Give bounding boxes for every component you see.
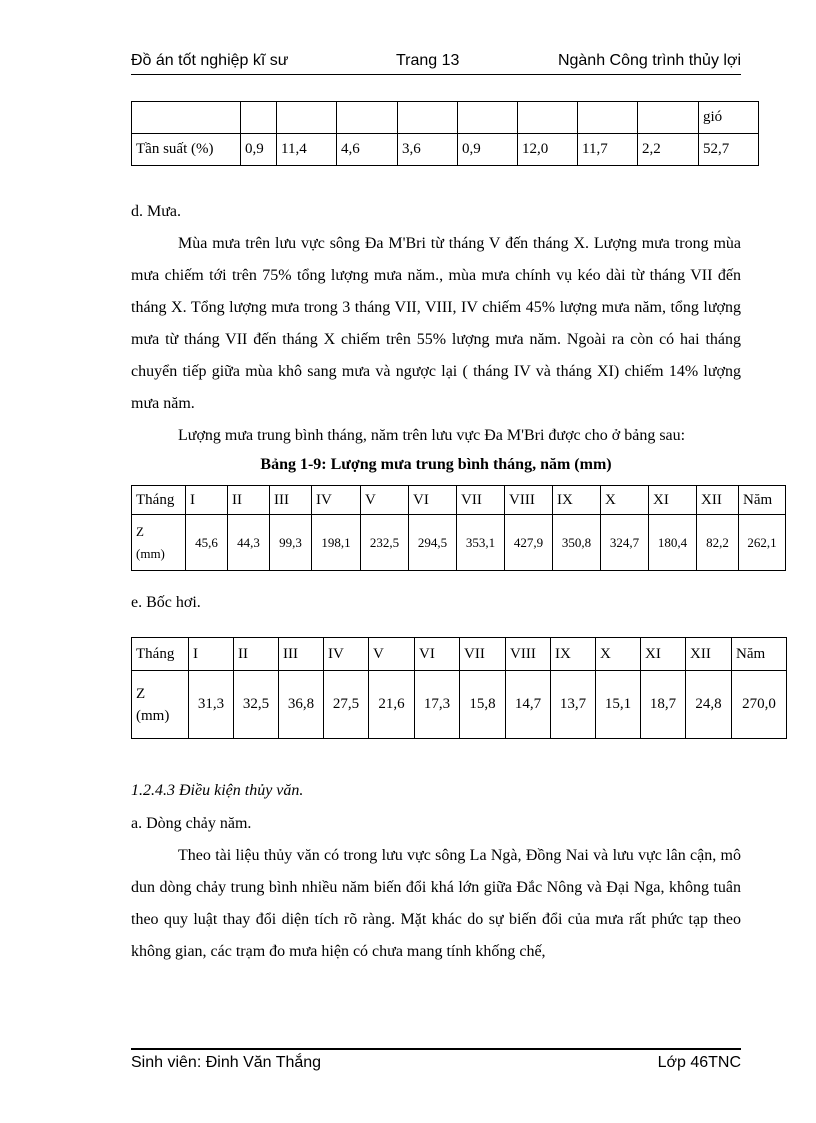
table-cell: 270,0: [732, 671, 787, 739]
month-header: IX: [551, 638, 596, 671]
table-row: [132, 515, 786, 571]
table-cell: 18,7: [641, 671, 686, 739]
month-header: VIII: [506, 638, 551, 671]
header-department: Ngành Công trình thủy lợi: [557, 52, 741, 69]
table-cell: 13,7: [551, 671, 596, 739]
month-header: Năm: [732, 638, 787, 671]
table-cell: 353,1: [457, 515, 505, 571]
month-header: V: [361, 486, 409, 515]
table-cell: 24,8: [686, 671, 732, 739]
rain-table-caption: Bảng 1-9: Lượng mưa trung bình tháng, năm (mm): [260, 456, 612, 473]
table-cell: 17,3: [415, 671, 460, 739]
table-cell: 2,2: [638, 134, 699, 166]
table-cell: 427,9: [505, 515, 553, 571]
evaporation-heading: e. Bốc hơi.: [131, 594, 201, 611]
row-label-unit: (mm): [136, 707, 170, 724]
page-header: [131, 52, 741, 75]
table-cell: 180,4: [649, 515, 697, 571]
rainfall-table: [131, 485, 786, 571]
table-cell: 198,1: [312, 515, 361, 571]
rain-paragraph-2: Lượng mưa trung bình tháng, năm trên lưu vực Đa M'Bri được cho ở bảng sau:: [178, 427, 686, 444]
table-header-row: [132, 486, 786, 515]
page-footer: [131, 1048, 741, 1074]
month-header: I: [186, 486, 228, 515]
footer-student: Sinh viên: Đinh Văn Thắng: [131, 1054, 322, 1071]
row-label: [132, 671, 189, 739]
month-header: VII: [460, 638, 506, 671]
month-header: III: [279, 638, 324, 671]
month-header: VII: [457, 486, 505, 515]
month-header: XII: [697, 486, 739, 515]
rain-paragraphs: [131, 228, 741, 452]
hydrology-paragraph-block: [131, 840, 741, 968]
row-label: [132, 515, 186, 571]
table-cell: 294,5: [409, 515, 457, 571]
table-cell: 82,2: [697, 515, 739, 571]
month-header: VIII: [505, 486, 553, 515]
month-header: II: [228, 486, 270, 515]
table-cell: 44,3: [228, 515, 270, 571]
table-cell: gió: [699, 102, 759, 134]
row-label-unit: (mm): [136, 545, 165, 561]
header-label: Tháng: [132, 638, 189, 671]
month-header: IV: [312, 486, 361, 515]
month-header: XII: [686, 638, 732, 671]
table-cell: 11,7: [578, 134, 638, 166]
month-header: Năm: [739, 486, 786, 515]
table-cell: 45,6: [186, 515, 228, 571]
table-cell: 262,1: [739, 515, 786, 571]
hydrology-heading: 1.2.4.3 Điều kiện thủy văn.: [131, 782, 304, 799]
header-thesis-title: Đồ án tốt nghiệp kĩ sư: [131, 52, 289, 69]
header-label: Tháng: [132, 486, 186, 515]
table-cell: 99,3: [270, 515, 312, 571]
table-cell: 32,5: [234, 671, 279, 739]
month-header: IX: [553, 486, 601, 515]
table-cell: 3,6: [398, 134, 458, 166]
table-cell: 15,8: [460, 671, 506, 739]
month-header: XI: [649, 486, 697, 515]
table-cell: 0,9: [458, 134, 518, 166]
rain-paragraph-1: Mùa mưa trên lưu vực sông Đa M'Bri từ tháng V đến tháng X. Lượng mưa trong mùa mưa chiếm tới trên 75% tổng lượng mưa năm., mùa mưa chính vụ kéo dài từ tháng VII đến tháng X. Tổng lượng mưa trong 3 tháng VII, VIII, IV chiếm 45% lượng mưa năm, tổng lượng mưa từ tháng VII đến tháng X chiếm trên 55% lượng mưa năm. Ngoài ra còn có hai tháng chuyển tiếp giữa mùa khô sang mưa và ngược lại ( tháng IV và tháng XI) chiếm 14% lượng mưa năm.: [131, 235, 741, 412]
rain-heading: d. Mưa.: [131, 203, 181, 220]
row-label: Tần suất (%): [132, 134, 241, 166]
table-cell: 324,7: [601, 515, 649, 571]
table-cell: 14,7: [506, 671, 551, 739]
table-cell: 21,6: [369, 671, 415, 739]
table-cell: 27,5: [324, 671, 369, 739]
table-cell: 15,1: [596, 671, 641, 739]
month-header: VI: [409, 486, 457, 515]
table-cell: 232,5: [361, 515, 409, 571]
evaporation-table: [131, 637, 787, 739]
table-row: [132, 102, 759, 134]
table-header-row: [132, 638, 787, 671]
table-cell: 31,3: [189, 671, 234, 739]
footer-class: Lớp 46TNC: [657, 1054, 741, 1071]
month-header: I: [189, 638, 234, 671]
month-header: X: [601, 486, 649, 515]
month-header: X: [596, 638, 641, 671]
month-header: II: [234, 638, 279, 671]
table-cell: 350,8: [553, 515, 601, 571]
row-label-symbol: Z: [136, 685, 146, 702]
table-row: [132, 671, 787, 739]
wind-frequency-table: [131, 101, 759, 166]
row-label-symbol: Z: [136, 523, 144, 539]
hydrology-paragraph: Theo tài liệu thủy văn có trong lưu vực sông La Ngà, Đồng Nai và lưu vực lân cận, mô dun dòng chảy trung bình nhiều năm biến đổi khá lớn giữa Đắc Nông và Đại Nga, không tuân theo quy luật thay đổi diện tích rõ ràng. Mặt khác do sự biến đổi của mưa rất phức tạp theo không gian, các trạm đo mưa hiện có chưa mang tính khống chế,: [131, 847, 741, 960]
table-cell: 12,0: [518, 134, 578, 166]
month-header: XI: [641, 638, 686, 671]
header-page-number: Trang 13: [396, 52, 460, 69]
table-cell: 52,7: [699, 134, 759, 166]
table-cell: 36,8: [279, 671, 324, 739]
month-header: V: [369, 638, 415, 671]
month-header: VI: [415, 638, 460, 671]
table-cell: 11,4: [277, 134, 337, 166]
table-row: [132, 134, 759, 166]
table-cell: 0,9: [241, 134, 277, 166]
month-header: IV: [324, 638, 369, 671]
table-cell: 4,6: [337, 134, 398, 166]
annual-flow-subheading: a. Dòng chảy năm.: [131, 815, 252, 832]
month-header: III: [270, 486, 312, 515]
